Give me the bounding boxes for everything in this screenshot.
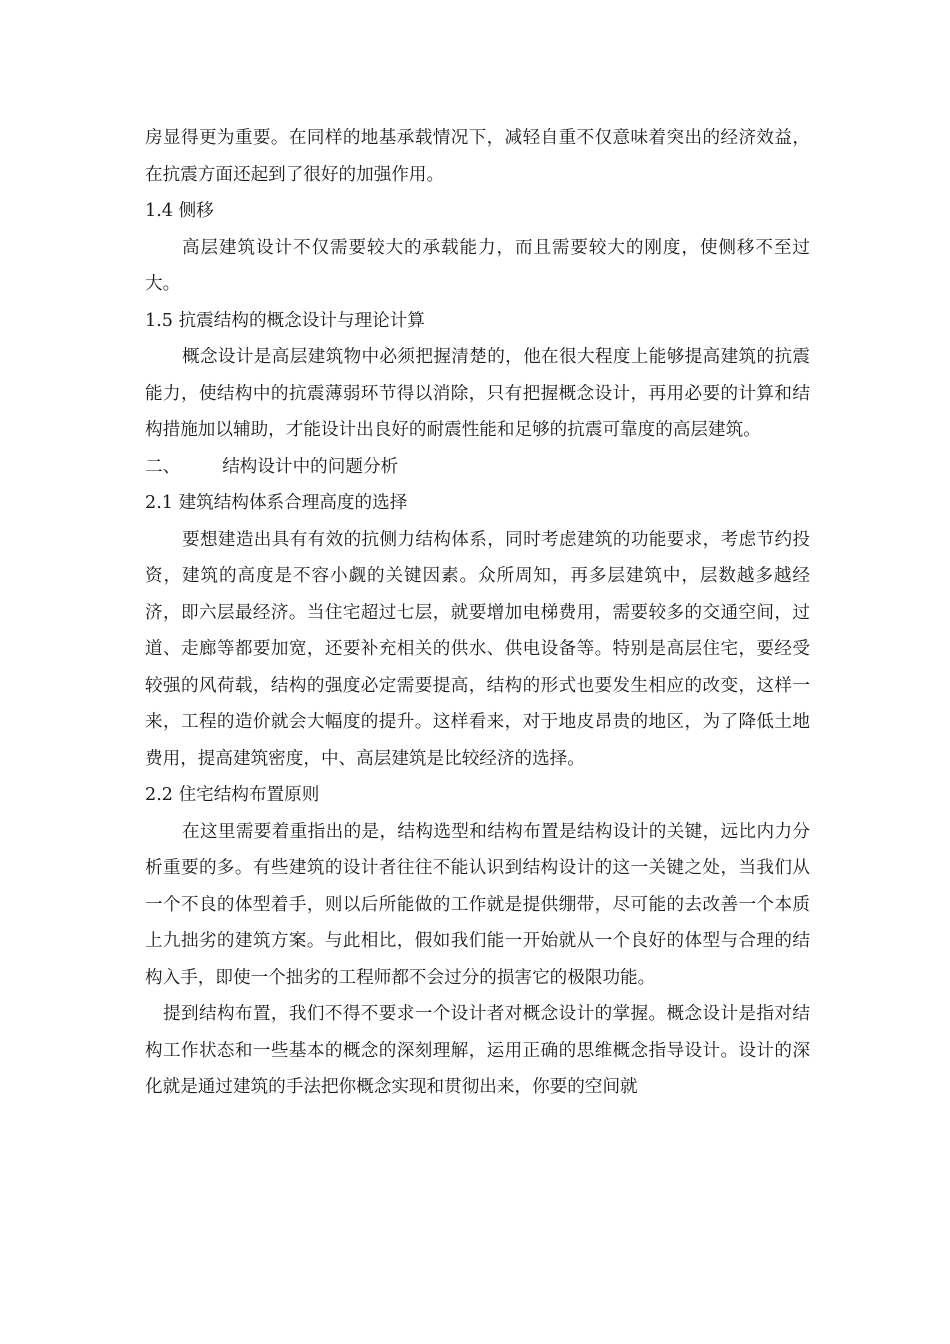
paragraph-layout-principles: 在这里需要着重指出的是，结构选型和结构布置是结构设计的关键，远比内力分析重要的多。有些建筑的设计者往往不能认识到结构设计的这一关键之处，当我们从一个不良的体型着手，则以后所能做的工作就是提供绷带，尽可能的去改善一个本质上九拙劣的建筑方案。与此相比，假如我们能一开始就从一个良好的体型与合理的结构入手，即使一个拙劣的工程师都不会过分的损害它的极限功能。 — [145, 821, 810, 988]
chapter-heading-2 — [145, 449, 810, 486]
paragraph-concept-design: 概念设计是高层建筑物中必须把握清楚的，他在很大程度上能够提高建筑的抗震能力，使结构中的抗震薄弱环节得以消除，只有把握概念设计，再用必要的计算和结构措施加以辅助，才能设计出良好的耐震性能和足够的抗震可靠度的高层建筑。 — [145, 347, 810, 440]
section-heading-1-4: 1.4 侧移 — [145, 201, 214, 221]
chapter-number: 二、 — [145, 456, 181, 477]
paragraph-lateral-drift: 高层建筑设计不仅需要较大的承载能力，而且需要较大的刚度，使侧移不至过大。 — [145, 237, 810, 294]
paragraph-structure-layout: 提到结构布置，我们不得不要求一个设计者对概念设计的掌握。概念设计是指对结构工作状态和一些基本的概念的深刻理解，运用正确的思维概念指导设计。设计的深化就是通过建筑的手法把你概念实现和贯彻出来，你要的空间就 — [145, 1004, 810, 1097]
chapter-title: 结构设计中的问题分析 — [222, 456, 399, 477]
section-heading-2-1: 2.1 建筑结构体系合理高度的选择 — [145, 493, 408, 513]
section-heading-2-2: 2.2 住宅结构布置原则 — [145, 785, 320, 805]
document-page — [145, 120, 810, 1106]
section-heading-1-5: 1.5 抗震结构的概念设计与理论计算 — [145, 310, 425, 331]
paragraph-height-selection: 要想建造出具有有效的抗侧力结构体系，同时考虑建筑的功能要求，考虑节约投资，建筑的高度是不容小觑的关键因素。众所周知，再多层建筑中，层数越多越经济，即六层最经济。当住宅超过七层，就要增加电梯费用，需要较多的交通空间，过道、走廊等都要加宽，还要补充相关的供水、供电设备等。特别是高层住宅，要经受较强的风荷载，结构的强度必定需要提高，结构的形式也要发生相应的改变，这样一来，工程的造价就会大幅度的提升。这样看来，对于地皮昂贵的地区，为了降低土地费用，提高建筑密度，中、高层建筑是比较经济的选择。 — [145, 529, 810, 769]
paragraph-continued: 房显得更为重要。在同样的地基承载情况下，减轻自重不仅意味着突出的经济效益，在抗震方面还起到了很好的加强作用。 — [145, 128, 810, 185]
